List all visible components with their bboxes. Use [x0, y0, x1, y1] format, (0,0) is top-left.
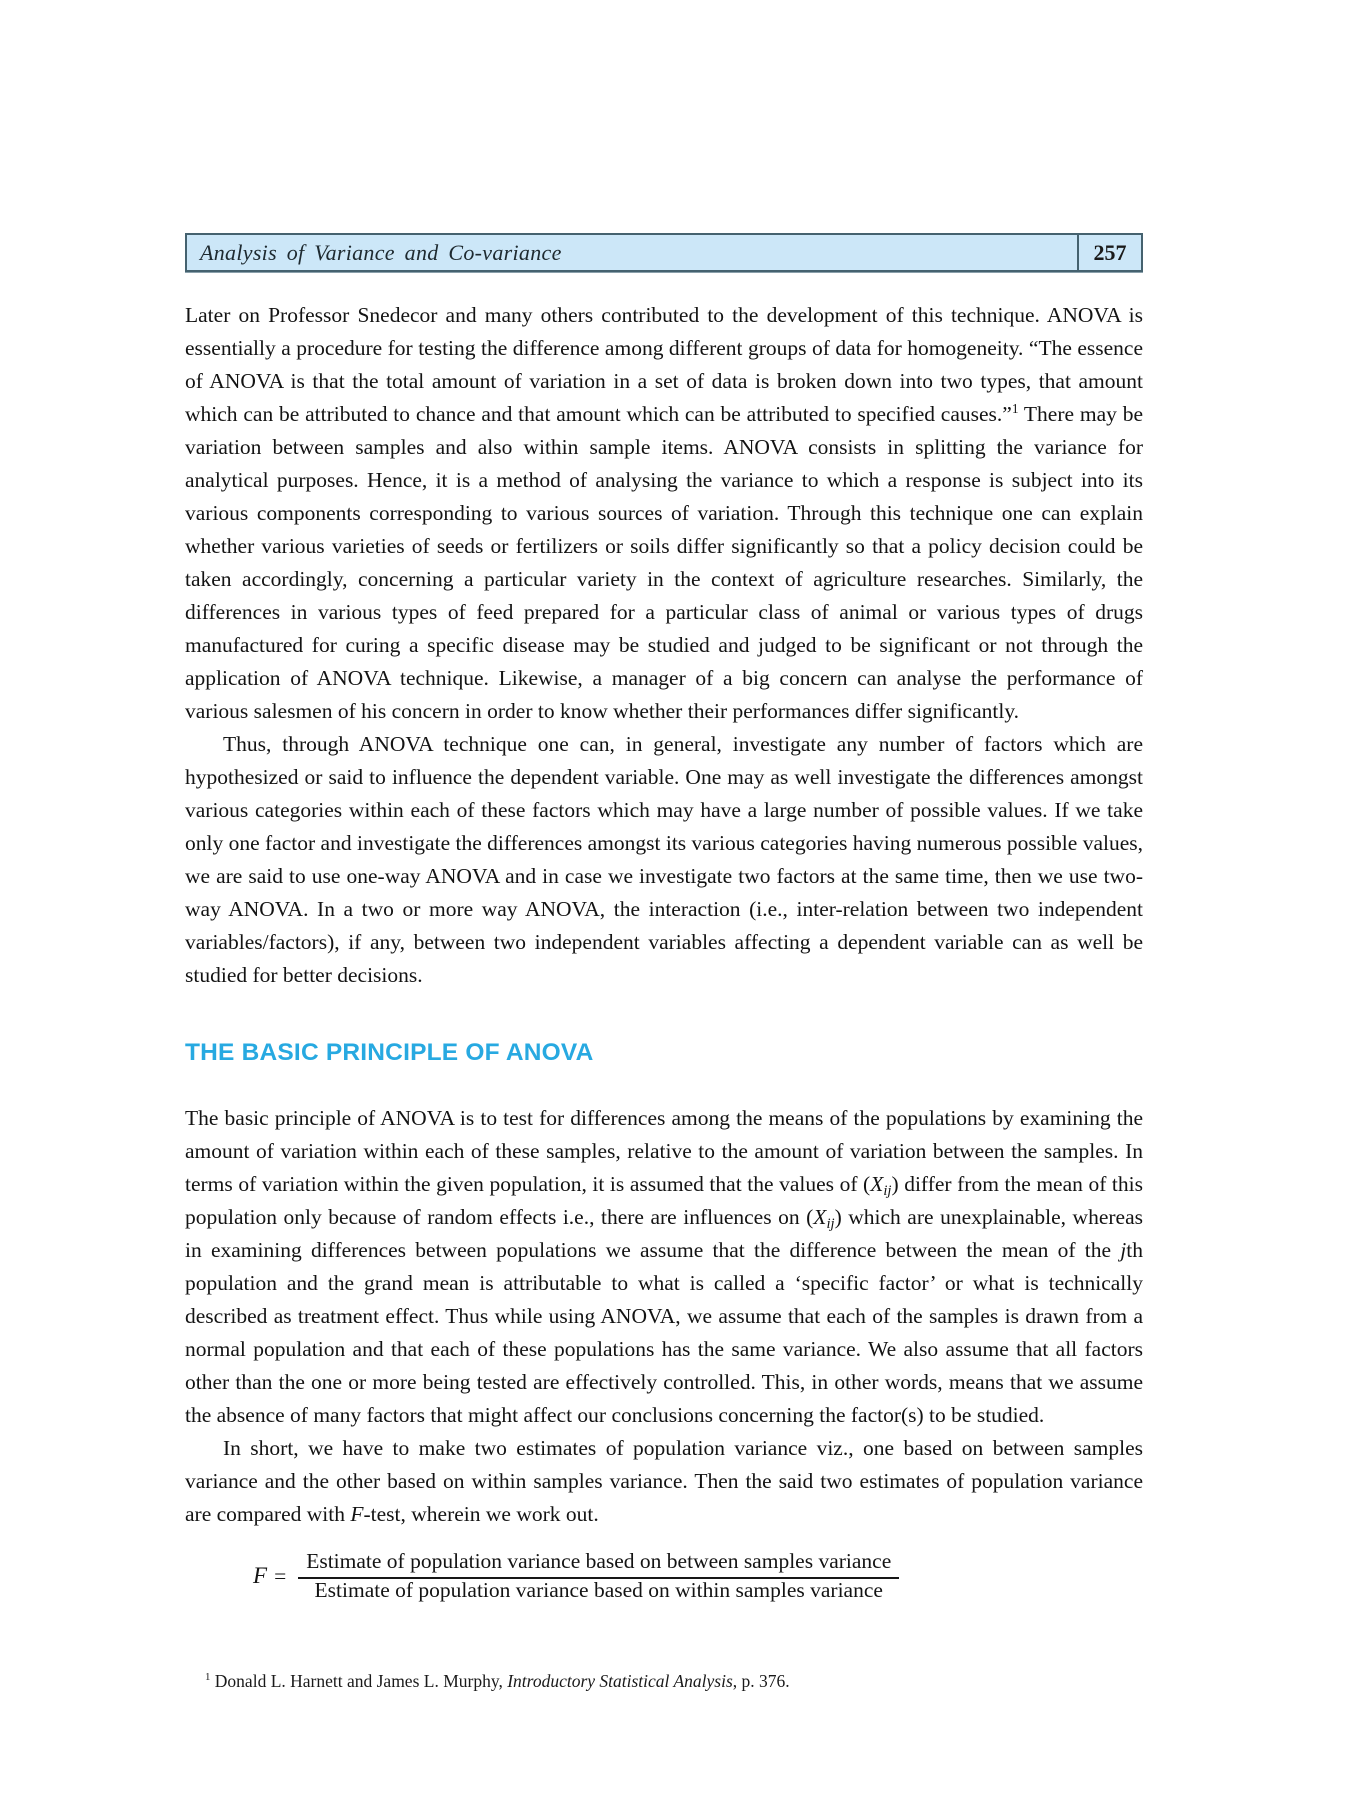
page-number: 257 [1093, 239, 1127, 265]
formula-lhs: F [253, 1563, 268, 1589]
paragraph-thus-anova: Thus, through ANOVA technique one can, in general, investigate any number of factors which are hypothesized or said to influence the dependent variable. One may as well investigate the differences amongst various categories within each of these factors which may have a large number of possible values. If we take only one factor and investigate the differences amongst its various categories having numerous possible values, we are said to use one-way ANOVA and in case we investigate two factors at the same time, then we use two-way ANOVA. In a two or more way ANOVA, the interaction (i.e., inter-relation between two independent variables/factors), if any, between two independent variables affecting a dependent variable can as well be studied for better decisions. [185, 732, 1143, 987]
formula-denominator: Estimate of population variance based on within samples variance [314, 1578, 883, 1603]
section-heading: THE BASIC PRINCIPLE OF ANOVA [185, 1039, 594, 1066]
formula-equals-sign: = [274, 1563, 287, 1588]
paragraph-in-short: In short, we have to make two estimates of population variance viz., one based on between samples variance and the other based on within samples variance. Then the said two estimates of population variance are compared with F-test, wherein we work out. [185, 1436, 1143, 1526]
chapter-header-bar [185, 233, 1143, 272]
page-number-box [1077, 235, 1141, 270]
body-text [185, 299, 1143, 1694]
f-test-formula [253, 1547, 1143, 1605]
formula-fraction [298, 1547, 899, 1605]
book-page [185, 233, 1143, 1694]
paragraph-basic-principle: The basic principle of ANOVA is to test for differences among the means of the populations by examining the amount of variation within each of these samples, relative to the amount of variation between the samples. In terms of variation within the given population, it is assumed that the values of (Xij) differ from the mean of this population only because of random effects i.e., there are influences on (Xij) which are unexplainable, whereas in examining differences between populations we assume that the difference between the mean of the jth population and the grand mean is attributable to what is called a ‘specific factor’ or what is technically described as treatment effect. Thus while using ANOVA, we assume that each of the samples is drawn from a normal population and that each of these populations has the same variance. We also assume that all factors other than the one or more being tested are effectively controlled. This, in other words, means that we assume the absence of many factors that might affect our conclusions concerning the factor(s) to be studied. [185, 1106, 1143, 1427]
footnote: $^1$ Donald L. Harnett and James L. Murphy, Introductory Statistical Analysis, p. 376. [205, 1671, 790, 1692]
paragraph-intro: Later on Professor Snedecor and many others contributed to the development of this technique. ANOVA is essentially a procedure for testing the difference among different groups of data for homogeneity. “The essence of ANOVA is that the total amount of variation in a set of data is broken down into two types, that amount which can be attributed to chance and that amount which can be attributed to specified causes.”$^1$ There may be variation between samples and also within sample items. ANOVA consists in splitting the variance for analytical purposes. Hence, it is a method of analysing the variance to which a response is subject into its various components corresponding to various sources of variation. Through this technique one can explain whether various varieties of seeds or fertilizers or soils differ significantly so that a policy decision could be taken accordingly, concerning a particular variety in the context of agriculture researches. Similarly, the differences in various types of feed prepared for a particular class of animal or various types of drugs manufactured for curing a specific disease may be studied and judged to be significant or not through the application of ANOVA technique. Likewise, a manager of a big concern can analyse the performance of various salesmen of his concern in order to know whether their performances differ significantly. [185, 303, 1143, 723]
chapter-title: Analysis of Variance and Co-variance [200, 239, 562, 265]
formula-numerator: Estimate of population variance based on between samples variance [298, 1549, 899, 1579]
